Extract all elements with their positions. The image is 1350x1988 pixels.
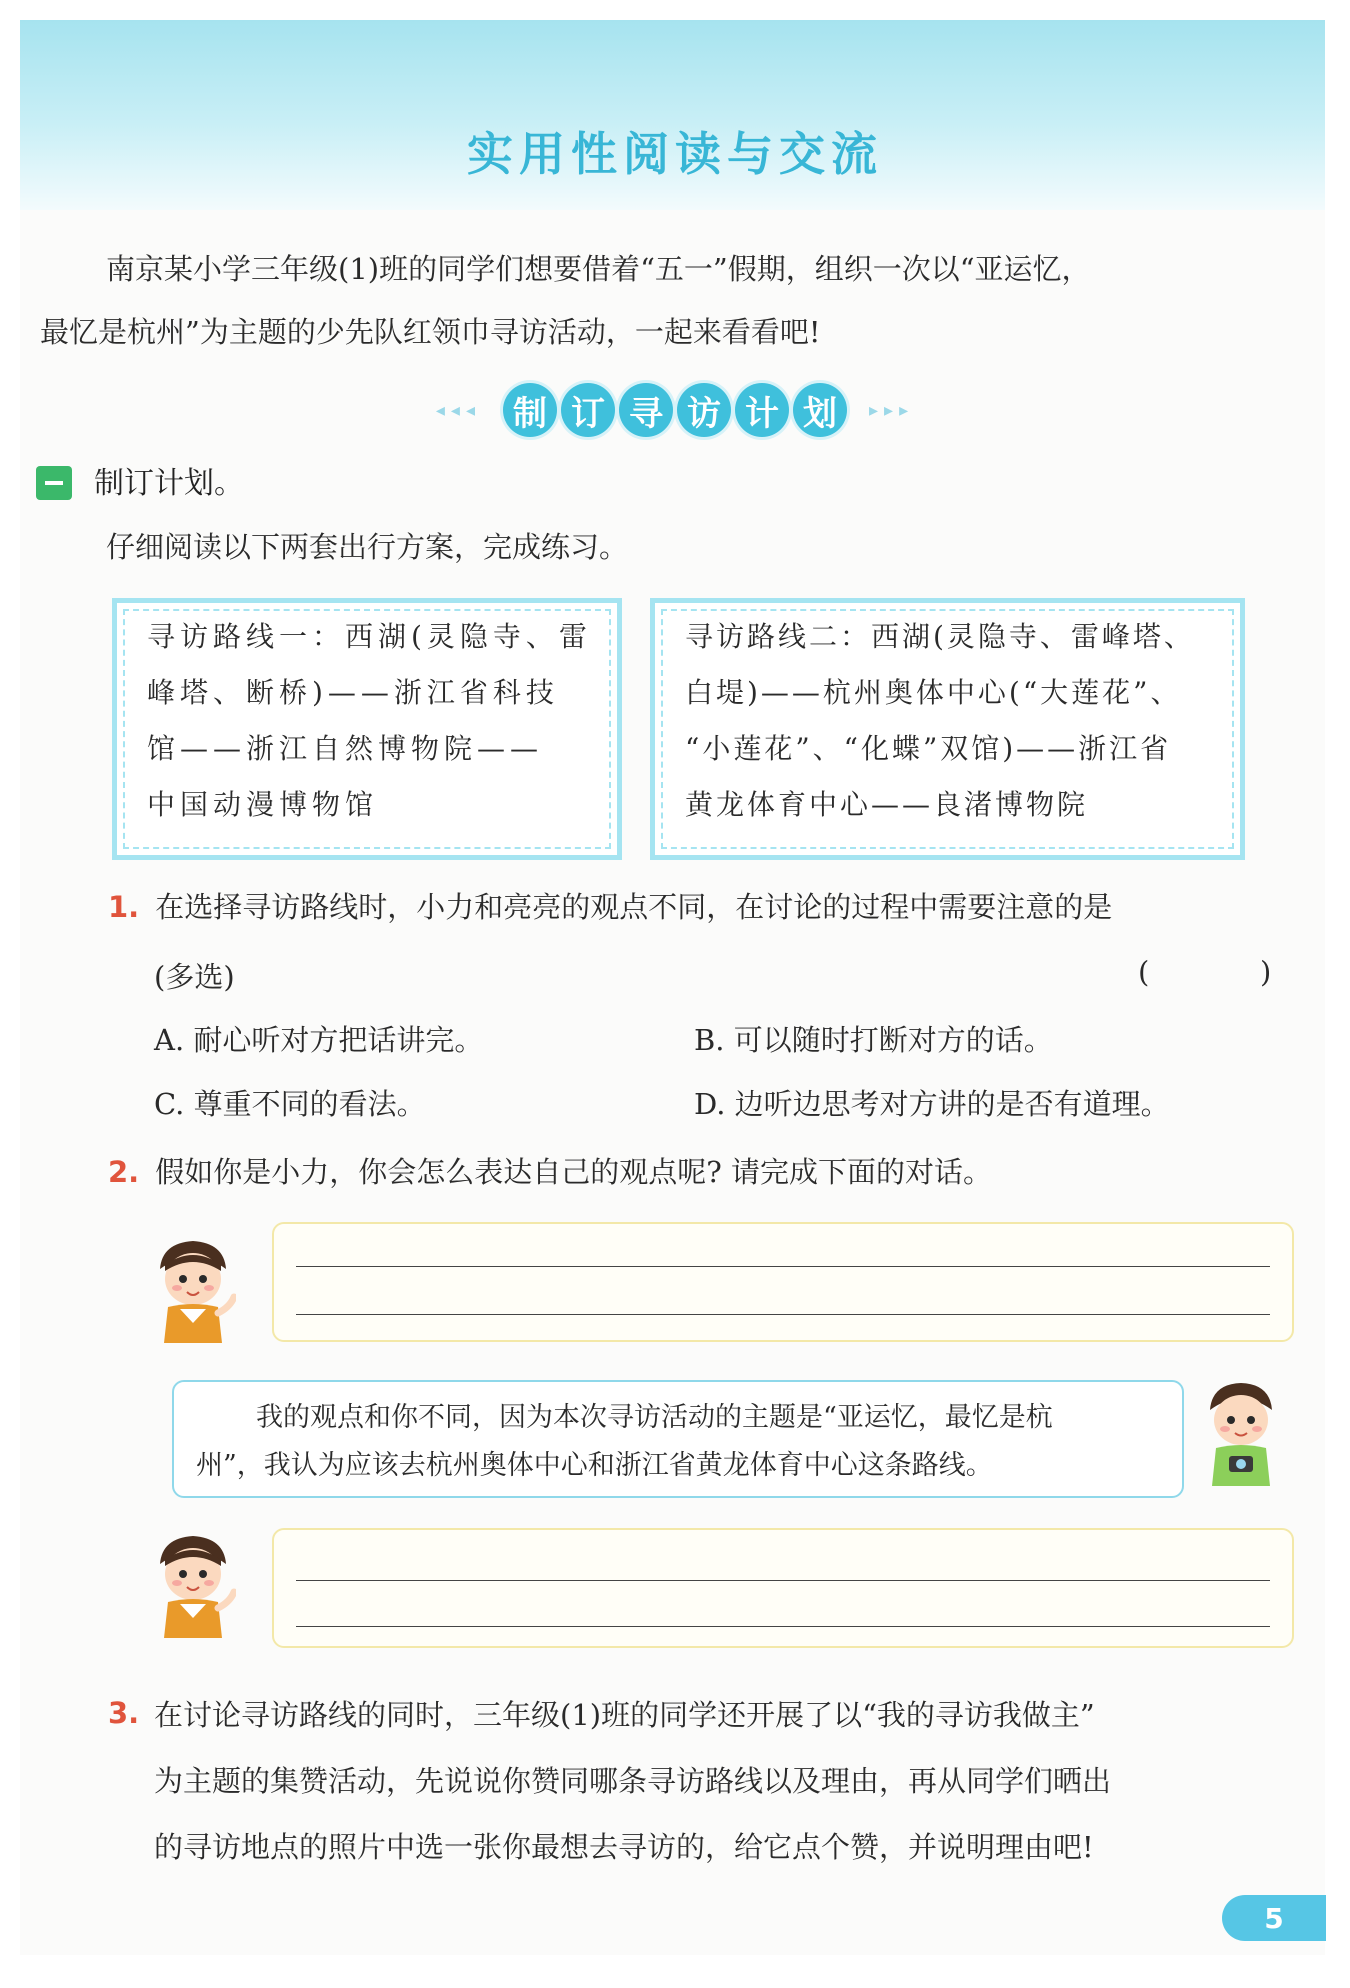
route-line: 峰塔、断桥)——浙江省科技 <box>147 676 559 709</box>
answer-paren-open: ( <box>1138 955 1150 989</box>
badge-char: 寻 <box>619 383 673 437</box>
route-box-1 <box>112 598 622 860</box>
boy-character-icon <box>150 1530 236 1640</box>
question-number: 2. <box>108 1155 140 1189</box>
boy-with-camera-icon <box>1198 1378 1284 1488</box>
right-decoration: ▸▸▸ <box>869 399 915 421</box>
route-line: 中国动漫博物馆 <box>147 788 379 821</box>
route-line: 寻访路线二：西湖(灵隐寺、雷峰塔、 <box>685 620 1195 653</box>
answer-line <box>296 1266 1270 1267</box>
speech-bubble <box>172 1380 1184 1498</box>
route-line: 寻访路线一：西湖(灵隐寺、雷 <box>147 620 592 653</box>
intro-line-2: 最忆是杭州”为主题的少先队红领巾寻访活动，一起来看看吧! <box>40 315 821 349</box>
answer-paren-close: ) <box>1260 955 1272 989</box>
left-decoration: ◂◂◂ <box>435 399 481 421</box>
question-3-line-1: 在讨论寻访路线的同时，三年级(1)班的同学还开展了以“我的寻访我做主” <box>154 1698 1095 1732</box>
question-2 <box>108 1150 992 1191</box>
question-3-text <box>154 1682 1284 1880</box>
question-text: 假如你是小力，你会怎么表达自己的观点呢? 请完成下面的对话。 <box>155 1155 992 1189</box>
instruction-text: 仔细阅读以下两套出行方案，完成练习。 <box>106 530 629 564</box>
boy-character-icon <box>150 1235 236 1345</box>
section-badge <box>0 380 1350 440</box>
option-b: B. 可以随时打断对方的话。 <box>694 1023 1053 1057</box>
question-3-line-3: 的寻访地点的照片中选一张你最想去寻访的，给它点个赞，并说明理由吧! <box>154 1830 1094 1864</box>
badge-char: 计 <box>735 383 789 437</box>
question-1 <box>108 885 1112 926</box>
intro-line-1: 南京某小学三年级(1)班的同学们想要借着“五一”假期，组织一次以“亚运忆， <box>106 252 1091 286</box>
badge-char: 划 <box>793 383 847 437</box>
question-number: 1. <box>108 890 140 924</box>
route-line: 黄龙体育中心——良渚博物院 <box>685 788 1089 821</box>
option-a: A. 耐心听对方把话讲完。 <box>154 1023 484 1057</box>
speech-line-2: 州”，我认为应该去杭州奥体中心和浙江省黄龙体育中心这条路线。 <box>196 1450 993 1481</box>
question-3-line-2: 为主题的集赞活动，先说说你赞同哪条寻访路线以及理由，再从同学们晒出 <box>154 1764 1112 1798</box>
question-3-number-row <box>108 1696 155 1730</box>
speech-line-1: 我的观点和你不同，因为本次寻访活动的主题是“亚运忆，最忆是杭 <box>256 1402 1053 1433</box>
intro-paragraph <box>40 238 1310 364</box>
route-line: 白堤)——杭州奥体中心(“大莲花”、 <box>685 676 1182 709</box>
route-box-2 <box>650 598 1245 860</box>
page-number: 5 <box>1222 1895 1326 1941</box>
question-number: 3. <box>108 1696 140 1730</box>
answer-line <box>296 1626 1270 1627</box>
question-text: 在选择寻访路线时，小力和亮亮的观点不同，在讨论的过程中需要注意的是 <box>155 890 1113 924</box>
route-text <box>147 609 595 833</box>
option-c: C. 尊重不同的看法。 <box>154 1087 426 1121</box>
speech-text <box>196 1394 1162 1490</box>
answer-line <box>296 1314 1270 1315</box>
route-text <box>685 609 1218 833</box>
badge-char: 访 <box>677 383 731 437</box>
badge-char: 订 <box>561 383 615 437</box>
badge-char: 制 <box>503 383 557 437</box>
question-1-sub: (多选) <box>154 960 235 994</box>
route-line: 馆——浙江自然博物院—— <box>147 732 544 765</box>
page-title: 实用性阅读与交流 <box>467 127 883 181</box>
answer-line <box>296 1580 1270 1581</box>
option-d: D. 边听边思考对方讲的是否有道理。 <box>694 1087 1170 1121</box>
route-line: “小莲花”、“化蝶”双馆)——浙江省 <box>685 732 1172 765</box>
section-title: 制订计划。 <box>94 466 244 501</box>
answer-box-2[interactable] <box>272 1528 1294 1648</box>
answer-box-1[interactable] <box>272 1222 1294 1342</box>
section-marker-icon <box>36 466 72 500</box>
